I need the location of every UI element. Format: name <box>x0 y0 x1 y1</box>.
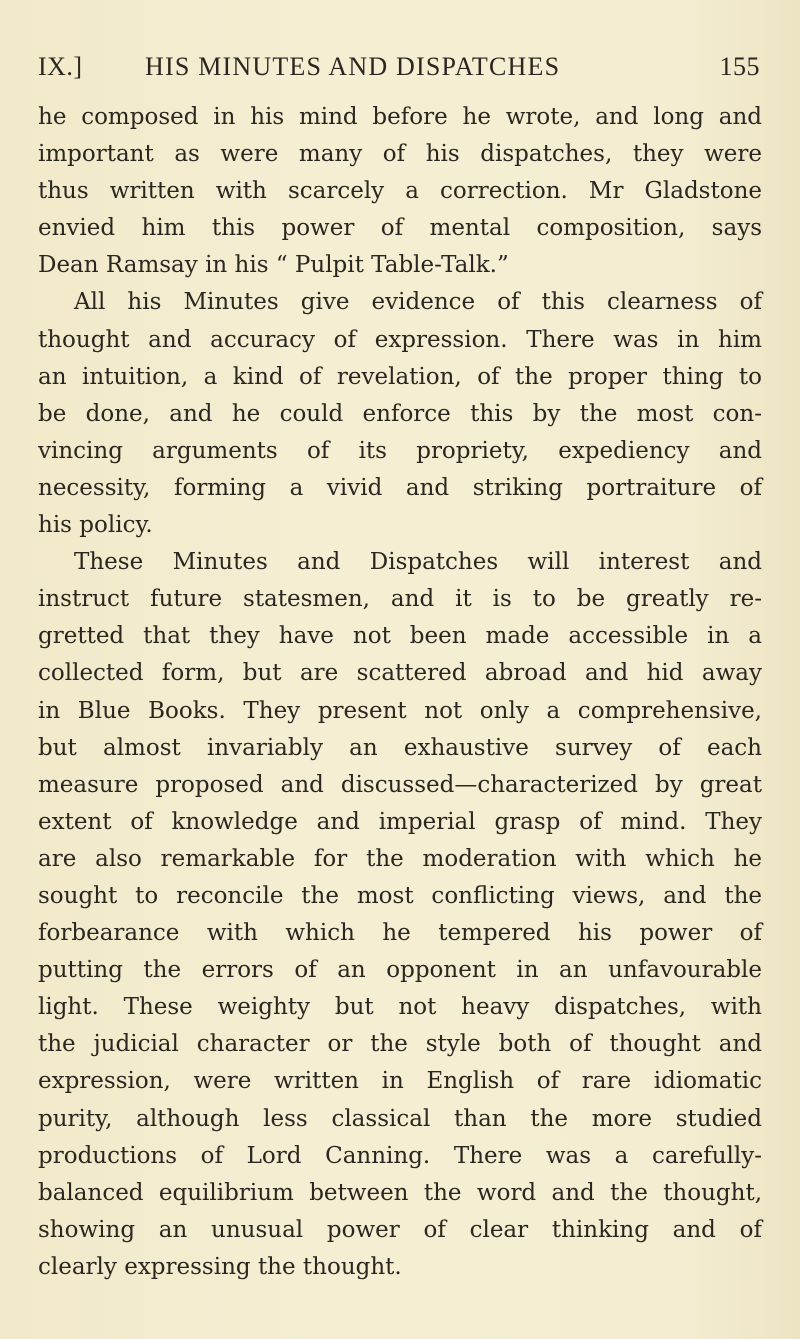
text-line: collected form, but are scattered abroad and hid away <box>38 660 762 687</box>
text-line: extent of knowledge and imperial grasp of mind. They <box>38 808 762 835</box>
text-line: necessity, forming a vivid and striking portraiture of <box>38 474 762 501</box>
text-line: sought to reconcile the most conflicting views, and the <box>38 882 762 909</box>
text-line: light. These weighty but not heavy dispatches, with <box>38 994 762 1021</box>
text-line: instruct future statesmen, and it is to be greatly re- <box>38 586 762 613</box>
text-line: expression, were written in English of rare idiomatic <box>38 1068 762 1095</box>
body-text <box>38 99 762 1286</box>
text-line: he composed in his mind before he wrote, and long and <box>38 104 762 130</box>
running-title: HIS MINUTES AND DISPATCHES <box>145 52 561 81</box>
text-line: measure proposed and discussed—characterized by great <box>38 771 762 798</box>
text-line: the judicial character or the style both of thought and <box>38 1031 762 1058</box>
text-line: All his Minutes give evidence of this clearness of <box>74 289 762 316</box>
text-line: gretted that they have not been made accessible in a <box>38 623 762 650</box>
text-line: thus written with scarcely a correction. Mr Gladstone <box>38 178 762 205</box>
page-number: 155 <box>719 52 760 81</box>
text-line: These Minutes and Dispatches will interest and <box>74 549 762 576</box>
text-line: forbearance with which he tempered his power of <box>38 920 762 947</box>
text-line: in Blue Books. They present not only a comprehensive, <box>38 697 762 724</box>
running-header <box>38 52 760 92</box>
text-line: but almost invariably an exhaustive survey of each <box>38 734 762 761</box>
text-line: be done, and he could enforce this by the most con- <box>38 400 762 427</box>
text-line: thought and accuracy of expression. There was in him <box>38 326 762 353</box>
chapter-number: IX.] <box>38 52 83 81</box>
text-line: purity, although less classical than the more studied <box>38 1105 762 1132</box>
text-line: Dean Ramsay in his “ Pulpit Table-Talk.” <box>38 252 509 279</box>
text-line: putting the errors of an opponent in an unfavourable <box>38 957 762 984</box>
text-line: showing an unusual power of clear thinking and of <box>38 1216 762 1243</box>
text-line: his policy. <box>38 512 153 539</box>
text-line: vincing arguments of its propriety, expediency and <box>38 437 762 464</box>
text-line: important as were many of his dispatches, they were <box>38 141 762 168</box>
text-line: productions of Lord Canning. There was a carefully- <box>38 1142 762 1169</box>
text-line: an intuition, a kind of revelation, of the proper thing to <box>38 363 762 390</box>
text-line: clearly expressing the thought. <box>38 1253 402 1280</box>
text-line: are also remarkable for the moderation with which he <box>38 845 762 872</box>
text-line: envied him this power of mental composition, says <box>38 215 762 242</box>
text-line: balanced equilibrium between the word and the thought, <box>38 1179 762 1206</box>
